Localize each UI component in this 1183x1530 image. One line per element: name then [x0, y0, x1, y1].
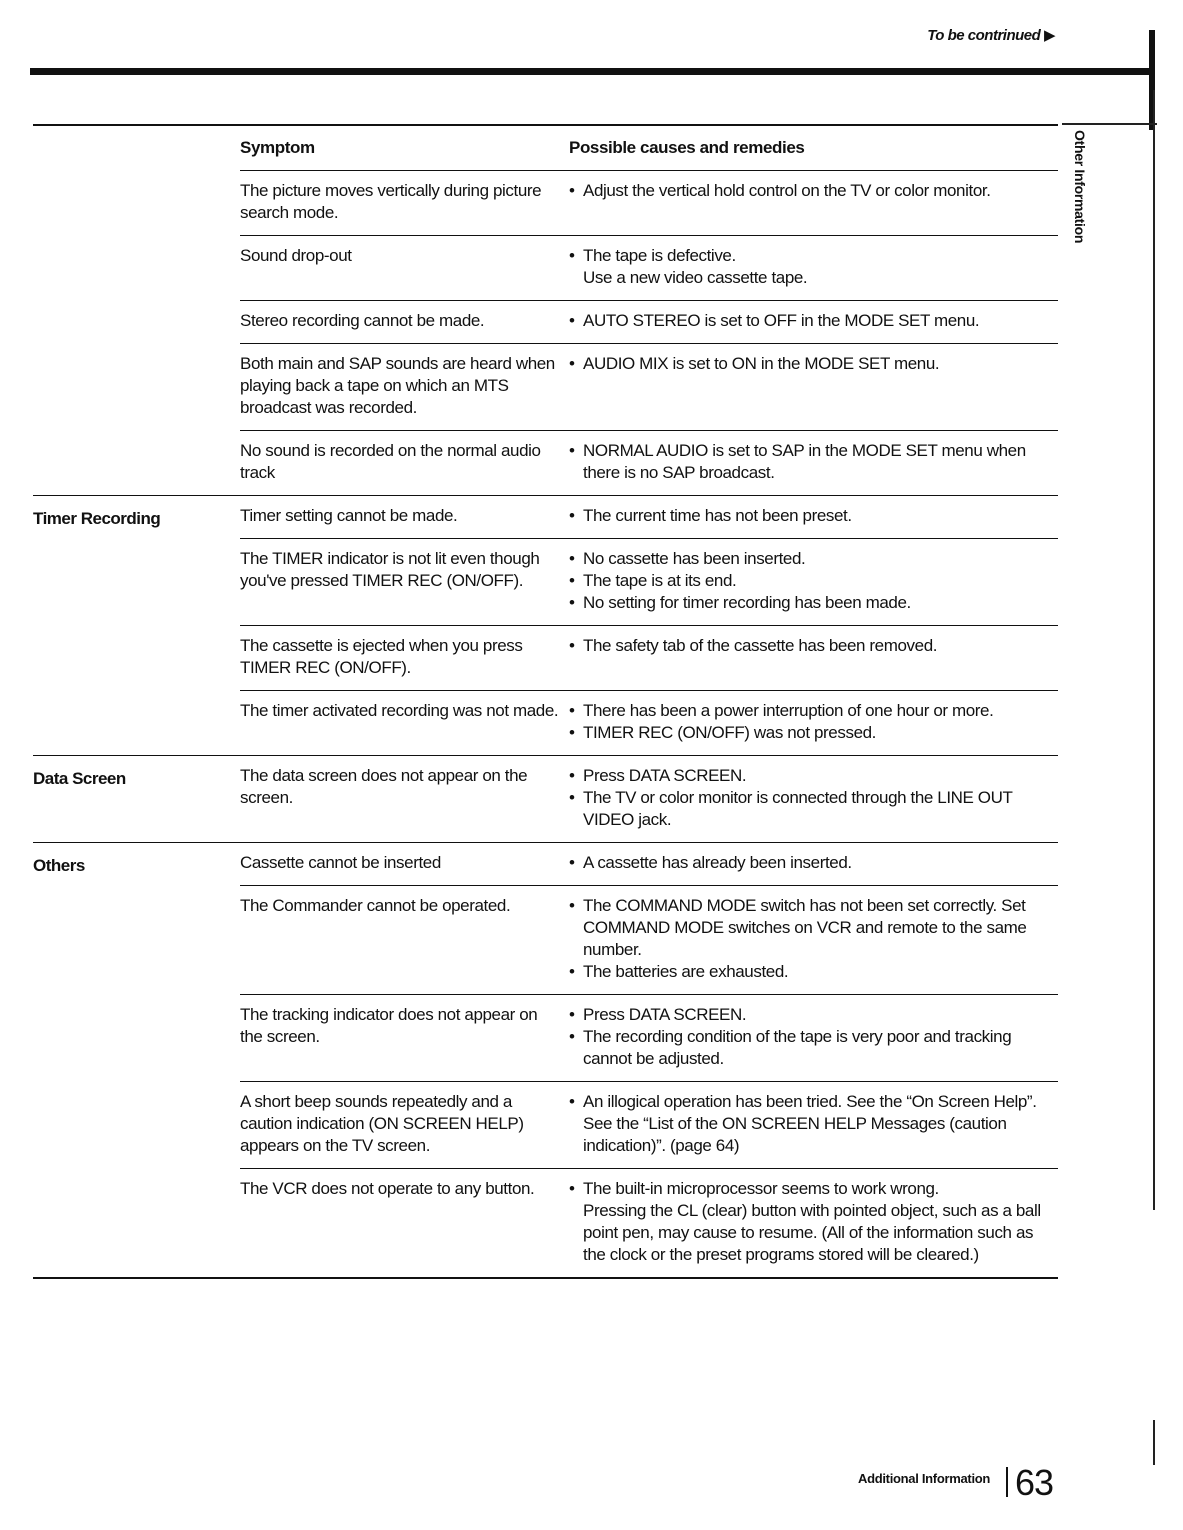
- remedy-bullet: • NORMAL AUDIO is set to SAP in the MODE SET menu when there is no SAP broadcast.: [569, 440, 1058, 484]
- remedy-cell: [569, 353, 1058, 419]
- remedy-cell: [569, 245, 1058, 289]
- remedy-bullet: • There has been a power interruption of one hour or more.: [569, 700, 1058, 722]
- remedy-bullet: • No cassette has been inserted.: [569, 548, 1058, 570]
- remedy-bullet: • The tape is defective.: [569, 245, 1058, 267]
- remedy-cell: [569, 895, 1058, 983]
- remedy-cell: [569, 852, 1058, 874]
- remedy-cell: [569, 635, 1058, 679]
- remedy-cell: [569, 1091, 1058, 1157]
- group-timer-recording: [33, 495, 1058, 755]
- table-bottom-rule: [33, 1277, 1058, 1279]
- remedy-bullet: • AUTO STEREO is set to OFF in the MODE SET menu.: [569, 310, 1058, 332]
- table-row: [240, 756, 1058, 842]
- remedy-bullet: • Press DATA SCREEN.: [569, 765, 1058, 787]
- symptom-cell: The data screen does not appear on the screen.: [240, 766, 528, 807]
- remedy-cell: [569, 765, 1058, 831]
- footer-divider: [1006, 1467, 1008, 1497]
- group-data-screen: [33, 755, 1058, 842]
- remedy-bullet: • The COMMAND MODE switch has not been set correctly. Set COMMAND MODE switches on VCR and remote to the same number.: [569, 895, 1058, 961]
- table-row: [240, 1081, 1058, 1168]
- symptom-cell: The timer activated recording was not made.: [240, 701, 559, 720]
- symptom-cell: The TIMER indicator is not lit even though you've pressed TIMER REC (ON/OFF).: [240, 549, 540, 590]
- symptom-cell: The Commander cannot be operated.: [240, 896, 511, 915]
- header-remedies: Possible causes and remedies: [569, 138, 805, 157]
- symptom-cell: Both main and SAP sounds are heard when playing back a tape on which an MTS broadcast was recorded.: [240, 354, 555, 417]
- symptom-cell: The VCR does not operate to any button.: [240, 1179, 535, 1198]
- remedy-cell: [569, 1004, 1058, 1070]
- remedy-cell: [569, 700, 1058, 744]
- remedy-cell: [569, 1178, 1058, 1266]
- remedy-bullet: • An illogical operation has been tried. See the “On Screen Help”.: [569, 1091, 1058, 1113]
- remedy-bullet: • The tape is at its end.: [569, 570, 1058, 592]
- group-others: [33, 842, 1058, 1277]
- group-label: [33, 171, 240, 495]
- table-row: [240, 300, 1058, 343]
- remedy-bullet: • The batteries are exhausted.: [569, 961, 1058, 983]
- table-row: [240, 843, 1058, 885]
- table-row: [240, 690, 1058, 755]
- footer-section-label: Additional Information: [858, 1471, 991, 1486]
- right-edge-line-lower: [1153, 1420, 1155, 1465]
- right-edge-line: [1153, 90, 1155, 1210]
- symptom-cell: A short beep sounds repeatedly and a caution indication (ON SCREEN HELP) appears on the TV screen.: [240, 1092, 524, 1155]
- remedy-bullet: • AUDIO MIX is set to ON in the MODE SET menu.: [569, 353, 1058, 375]
- table-row: [240, 994, 1058, 1081]
- remedy-cell: [569, 310, 1058, 332]
- side-tab-label: Other Information: [1072, 130, 1088, 244]
- remedy-bullet: • The safety tab of the cassette has been removed.: [569, 635, 1058, 657]
- table-row: [240, 538, 1058, 625]
- group-general: [33, 171, 1058, 495]
- group-label: Data Screen: [33, 769, 126, 788]
- table-row: [240, 625, 1058, 690]
- symptom-cell: Cassette cannot be inserted: [240, 853, 441, 872]
- remedy-cell: [569, 440, 1058, 484]
- remedy-cell: [569, 548, 1058, 614]
- table-row: [240, 235, 1058, 300]
- group-label: Others: [33, 856, 85, 875]
- group-label: Timer Recording: [33, 509, 161, 528]
- table-row: [240, 343, 1058, 430]
- table-row: [240, 430, 1058, 495]
- remedy-cell: [569, 505, 1058, 527]
- remedy-bullet: • No setting for timer recording has been made.: [569, 592, 1058, 614]
- troubleshooting-table: [33, 124, 1058, 1279]
- symptom-cell: Timer setting cannot be made.: [240, 506, 458, 525]
- remedy-bullet: • Adjust the vertical hold control on the TV or color monitor.: [569, 180, 1058, 202]
- symptom-cell: Sound drop-out: [240, 246, 352, 265]
- table-row: [240, 1168, 1058, 1277]
- table-row: [240, 171, 1058, 235]
- symptom-cell: The tracking indicator does not appear on the screen.: [240, 1005, 538, 1046]
- remedy-continuation: Pressing the CL (clear) button with pointed object, such as a ball point pen, may cause to resume. (All of the information such as the clock or the preset programs stored will be cleared.): [583, 1201, 1041, 1264]
- side-tab-rule: [1062, 123, 1157, 125]
- header-symptom: Symptom: [240, 138, 315, 157]
- continued-note: To be contrinued ▶: [927, 27, 1055, 44]
- remedy-bullet: • The built-in microprocessor seems to work wrong.: [569, 1178, 1058, 1200]
- symptom-cell: Stereo recording cannot be made.: [240, 311, 485, 330]
- remedy-bullet: • Press DATA SCREEN.: [569, 1004, 1058, 1026]
- remedy-cell: [569, 180, 1058, 224]
- remedy-bullet: • The current time has not been preset.: [569, 505, 1058, 527]
- top-rule: [30, 68, 1152, 75]
- remedy-bullet: • TIMER REC (ON/OFF) was not pressed.: [569, 722, 1058, 744]
- remedy-continuation: Use a new video cassette tape.: [583, 268, 808, 287]
- remedy-bullet: • A cassette has already been inserted.: [569, 852, 1058, 874]
- symptom-cell: The picture moves vertically during picture search mode.: [240, 181, 542, 222]
- table-row: [240, 496, 1058, 538]
- symptom-cell: No sound is recorded on the normal audio track: [240, 441, 541, 482]
- table-row: [240, 885, 1058, 994]
- remedy-bullet: • The recording condition of the tape is very poor and tracking cannot be adjusted.: [569, 1026, 1058, 1070]
- remedy-bullet: • The TV or color monitor is connected through the LINE OUT VIDEO jack.: [569, 787, 1058, 831]
- page-number: 63: [1015, 1462, 1054, 1503]
- table-header: [240, 126, 1058, 171]
- remedy-continuation: See the “List of the ON SCREEN HELP Messages (caution indication)”. (page 64): [583, 1114, 1007, 1155]
- symptom-cell: The cassette is ejected when you press TIMER REC (ON/OFF).: [240, 636, 523, 677]
